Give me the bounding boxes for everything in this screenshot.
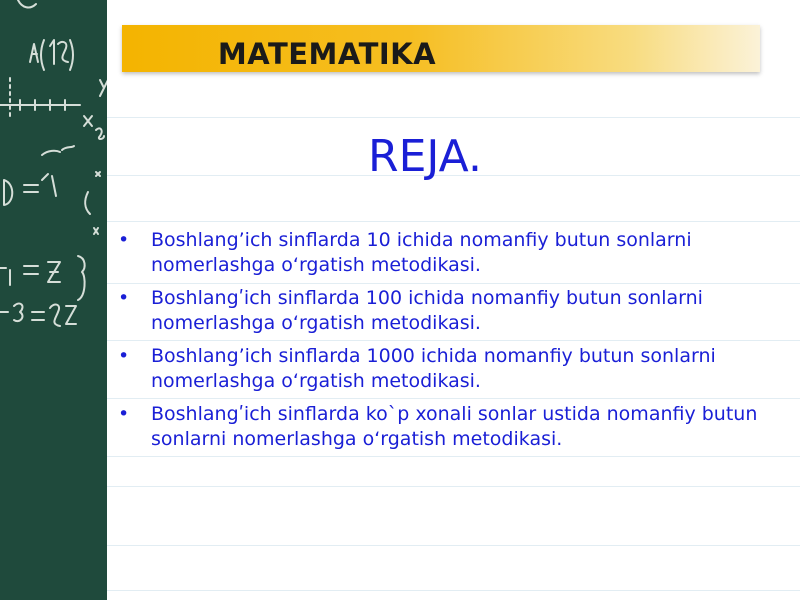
chalkboard-math-scribbles	[0, 0, 107, 600]
bullet-icon: •	[118, 345, 130, 367]
ruled-line	[107, 221, 800, 222]
bullet-text: Boshlang’ich sinflarda 1000 ichida nomanfiy butun sonlarni nomerlashga oʻrgatish metodikasi.	[151, 345, 716, 392]
bullet-text: Boshlangʹich sinflarda 100 ichida nomanfiy butun sonlarni nomerlashga oʻrgatish metodikasi.	[151, 287, 703, 334]
bullet-icon: •	[118, 403, 130, 425]
bullet-icon: •	[118, 287, 130, 309]
title-banner	[122, 25, 760, 72]
bullet-text: Boshlang’ich sinflarda 10 ichida nomanfiy butun sonlarni nomerlashga oʻrgatish metodikasi.	[151, 229, 692, 276]
bullet-list	[118, 228, 758, 460]
ruled-line	[107, 486, 800, 487]
ruled-line	[107, 590, 800, 591]
bullet-text: Boshlangʹich sinflarda ko`p xonali sonlar ustida nomanfiy butun sonlarni nomerlashga oʻrgatish metodikasi.	[151, 403, 758, 450]
bullet-item	[118, 344, 758, 394]
slide-title: MATEMATIKA	[217, 37, 437, 71]
ruled-line	[107, 545, 800, 546]
bullet-item	[118, 228, 758, 278]
bullet-item	[118, 402, 758, 452]
chalkboard-panel	[0, 0, 107, 600]
slide-heading: REJA.	[368, 131, 482, 182]
bullet-item	[118, 286, 758, 336]
bullet-icon: •	[118, 229, 130, 251]
ruled-line	[107, 117, 800, 118]
